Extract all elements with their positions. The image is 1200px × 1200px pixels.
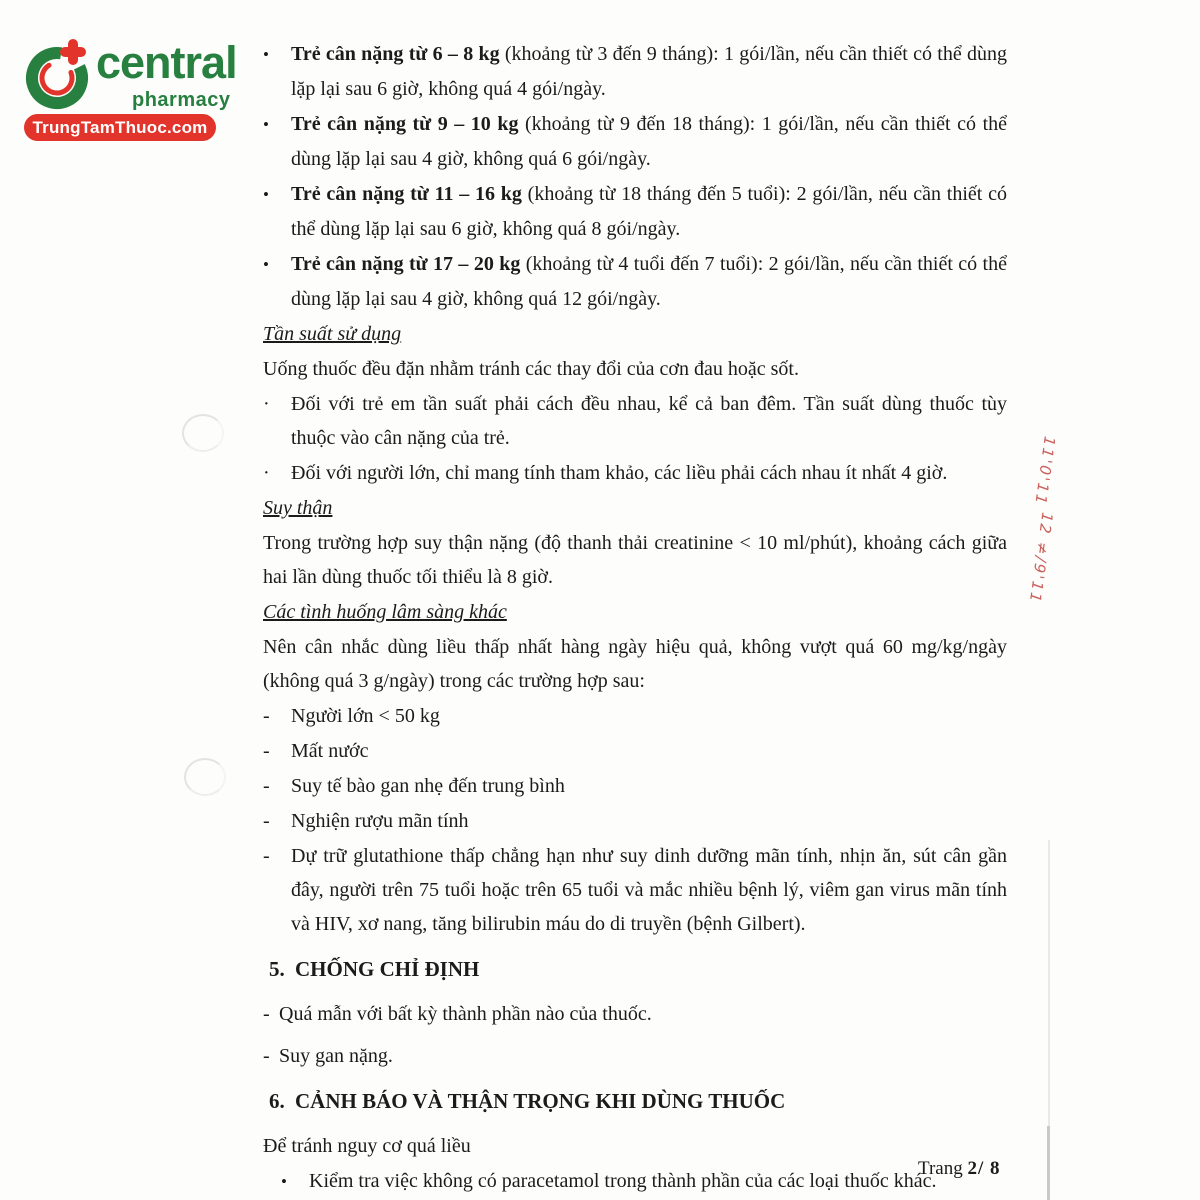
bullet-icon: • — [281, 1172, 287, 1191]
page-label: Trang — [918, 1158, 963, 1179]
dash-list-item — [263, 804, 1007, 838]
central-pharmacy-c-plus-icon — [22, 36, 102, 116]
section-heading-contraindications — [269, 952, 1007, 986]
middot-icon: · — [263, 393, 270, 415]
dose-text: (khoảng từ 4 tuổi đến 7 tuổi): 2 gói/lần, nếu cần thiết có thể dùng lặp lại sau 4 giờ, không quá 12 gói/ngày. — [291, 253, 1007, 310]
dash-list-item — [263, 734, 1007, 768]
dash-item-text: Suy tế bào gan nhẹ đến trung bình — [291, 775, 565, 797]
dose-text: (khoảng từ 3 đến 9 tháng): 1 gói/lần, nếu cần thiết có thể dùng lặp lại sau 6 giờ, không quá 4 gói/ngày. — [291, 43, 1007, 100]
dose-weight-range: Trẻ cân nặng từ 17 – 20 kg — [291, 253, 521, 275]
paragraph: Uống thuốc đều đặn nhằm tránh các thay đổi của cơn đau hoặc sốt. — [263, 358, 799, 380]
dash-list-item — [263, 699, 1007, 733]
bullet-icon: • — [263, 185, 269, 204]
bullet-icon: • — [263, 45, 269, 64]
dose-weight-range: Trẻ cân nặng từ 6 – 8 kg — [291, 43, 500, 65]
dash-list-item — [263, 769, 1007, 803]
bullet-icon: • — [263, 115, 269, 134]
warning-bullet-item — [263, 1164, 1007, 1199]
paragraph: Trong trường hợp suy thận nặng (độ thanh thải creatinine < 10 ml/phút), khoảng cách giữa hai lần dùng thuốc tối thiểu là 8 giờ. — [263, 532, 1007, 588]
section-title: CHỐNG CHỈ ĐỊNH — [295, 957, 480, 981]
document-content — [263, 37, 1007, 1200]
brand-subtitle: pharmacy — [132, 89, 231, 111]
section-heading-warnings — [269, 1084, 1007, 1118]
punch-hole-mark — [184, 758, 226, 796]
subsection-heading-clinical: Các tình huống lâm sàng khác — [263, 601, 507, 623]
handwriting-mark: 12 ≠/9'11 — [1025, 511, 1057, 606]
central-pharmacy-logo — [10, 32, 240, 147]
dose-text: (khoảng từ 18 tháng đến 5 tuổi): 2 gói/lần, nếu cần thiết có thể dùng lặp lại sau 6 giờ, không quá 8 gói/ngày. — [291, 183, 1007, 240]
dose-text: (khoảng từ 9 đến 18 tháng): 1 gói/lần, nếu cần thiết có thể dùng lặp lại sau 4 giờ, không quá 6 gói/ngày. — [291, 113, 1008, 170]
dot-item-text: Đối với người lớn, chỉ mang tính tham khảo, các liều phải cách nhau ít nhất 4 giờ. — [291, 462, 948, 484]
contraindication-item — [263, 1039, 1007, 1073]
dash-icon: - — [263, 810, 270, 832]
paragraph: Nên cân nhắc dùng liều thấp nhất hàng ngày hiệu quả, không vượt quá 60 mg/kg/ngày (không quá 3 g/ngày) trong các trường hợp sau: — [263, 636, 1007, 692]
dash-icon: - — [263, 705, 270, 727]
warning-text: Kiểm tra việc không có paracetamol trong thành phần của các loại thuốc khác. — [309, 1170, 937, 1192]
dash-list-item — [263, 839, 1007, 941]
dose-bullet-item — [263, 177, 1007, 246]
dash-icon: - — [263, 1045, 270, 1067]
scan-artifact-line — [1047, 1126, 1050, 1200]
dash-item-text: Dự trữ glutathione thấp chẳng hạn như suy dinh dưỡng mãn tính, nhịn ăn, sút cân gần đây, người trên 75 tuổi hoặc trên 65 tuổi và mắc nhiều bệnh lý, viêm gan virus mãn tính và HIV, xơ nang, tăng bilirubin máu do di truyền (bệnh Gilbert). — [291, 845, 1007, 935]
subsection-heading-frequency: Tần suất sử dụng — [263, 323, 402, 345]
bullet-icon: • — [263, 255, 269, 274]
dose-bullet-item — [263, 37, 1007, 106]
handwriting-mark: 11'0'11 — [1031, 435, 1059, 507]
section-number: 5. — [269, 957, 285, 981]
dash-item-text: Mất nước — [291, 740, 369, 762]
brand-badge: TrungTamThuoc.com — [24, 114, 216, 141]
contraindication-text: Quá mẫn với bất kỳ thành phần nào của thuốc. — [279, 1003, 652, 1025]
page-number: 2/ 8 — [967, 1158, 1001, 1179]
contraindication-text: Suy gan nặng. — [279, 1045, 393, 1067]
dash-icon: - — [263, 845, 270, 867]
dash-item-text: Nghiện rượu mãn tính — [291, 810, 469, 832]
dot-list-item — [263, 456, 1007, 490]
subsection-heading-renal: Suy thận — [263, 497, 333, 519]
dash-icon: - — [263, 740, 270, 762]
paragraph: Để tránh nguy cơ quá liều — [263, 1135, 471, 1157]
dash-icon: - — [263, 1003, 270, 1025]
dose-bullet-item — [263, 247, 1007, 316]
brand-name: central — [96, 37, 237, 88]
dash-item-text: Người lớn < 50 kg — [291, 705, 440, 727]
dose-weight-range: Trẻ cân nặng từ 11 – 16 kg — [291, 183, 522, 205]
section-title: CẢNH BÁO VÀ THẬN TRỌNG KHI DÙNG THUỐC — [295, 1089, 786, 1113]
dot-item-text: Đối với trẻ em tần suất phải cách đều nhau, kể cả ban đêm. Tần suất dùng thuốc tùy thuộc vào cân nặng của trẻ. — [291, 393, 1007, 449]
dash-icon: - — [263, 775, 270, 797]
page-number-footer — [918, 1158, 1000, 1180]
dose-bullet-item — [263, 107, 1007, 176]
punch-hole-mark — [182, 414, 224, 452]
dose-weight-range: Trẻ cân nặng từ 9 – 10 kg — [291, 113, 519, 135]
section-number: 6. — [269, 1089, 285, 1113]
scan-artifact-line — [1048, 840, 1050, 1130]
dot-list-item — [263, 387, 1007, 455]
middot-icon: · — [263, 462, 270, 484]
contraindication-item — [263, 997, 1007, 1031]
